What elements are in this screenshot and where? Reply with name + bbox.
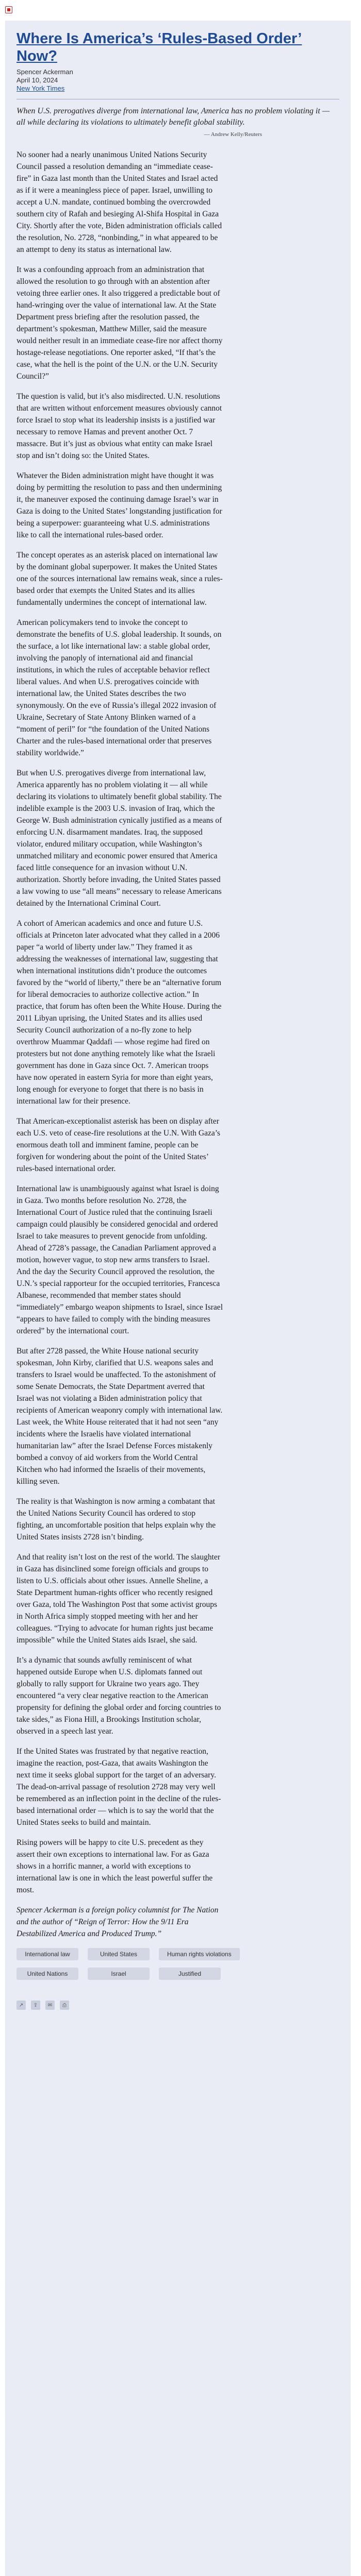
author-name: Spencer Ackerman (17, 68, 73, 76)
publication-link[interactable]: New York Times (17, 84, 65, 92)
share-icon[interactable]: ⇪ (31, 2001, 40, 2010)
body-paragraph: Whatever the Biden administration might have thought it was doing by permitting the resolution to pass and then undermining it, the maneuver exposed the continuing damage Israel’s war in Gaza is doing to the United States’ longstanding justification for being a superpower: guaranteeing what U.S. administrations like to call the international rules-based order. (17, 471, 222, 539)
photo-credit: — Andrew Kelly/Reuters (204, 131, 262, 138)
tag-pill[interactable]: International law (17, 1948, 78, 1960)
body-paragraph: But when U.S. prerogatives diverge from international law, America apparently has no problem violating it — all while declaring its violations to ultimately benefit global stability. The indelible example is the 2003 U.S. invasion of Iraq, which the George W. Bush administration cynically justified as a means of enforcing U.N. disarmament mandates. Iraq, the supposed violator, endured military occupation, while Washington’s unmatched military and economic power ensured that America faced little consequence for an invasion without U.N. authorization. Shortly before invading, the United States passed a law vowing to use “all means” necessary to release Americans detained by the International Criminal Court. (17, 769, 222, 908)
body-paragraph: The reality is that Washington is now arming a combatant that the United Nations Security Council has ordered to stop fighting, an uncomfortable position that helps explain why the United States insists 2728 isn’t binding. (17, 1497, 216, 1541)
tag-pill[interactable]: United Nations (17, 1968, 78, 1980)
body-paragraph: And that reality isn’t lost on the rest of the world. The slaughter in Gaza has disinclined some foreign officials and groups to listen to U.S. officials about other issues. Annelle Sheline, a State Department human-rights officer who recently resigned over Gaza, told The Washington Post that some activist groups in North Africa simply stopped meeting with her and her colleagues. “Trying to advocate for human rights just became impossible” while the United States aids Israel, she said. (17, 1553, 221, 1645)
body-paragraph: It’s a dynamic that sounds awfully reminiscent of what happened outside Europe when U.S. diplomats fanned out globally to rally support for Ukraine two years ago. They encountered “a very clear negative reaction to the American propensity for defining the global order and forcing countries to take sides,” as Fiona Hill, a Brookings Institution scholar, observed in a speech last year. (17, 1656, 221, 1736)
body-paragraph: American policymakers tend to invoke the concept to demonstrate the benefits of U.S. global leadership. It sounds, on the surface, a lot like international law: a stable global order, involving the panoply of international aid and financial institutions, in which the rules of acceptable behavior reflect liberal values. And when U.S. prerogatives coincide with international law, the United States describes the two synonymously. On the eve of Russia’s illegal 2022 invasion of Ukraine, Secretary of State Antony Blinken warned of a “moment of peril” for “the foundation of the United Nations Charter and the rules-based international order that preserves stability worldwide.” (17, 618, 222, 757)
article-deck: When U.S. prerogatives diverge from international law, America has no problem violating it — all while declaring its violations to ultimately benefit global stability. (17, 107, 330, 127)
body-paragraph: It was a confounding approach from an administration that allowed the resolution to go through with an abstention after vetoing three earlier ones. It also triggered a predictable bout of hand-wringing over the value of international law. At the State Department press briefing after the resolution passed, the department’s spokesman, Matthew Miller, said the measure would neither result in an immediate cease-fire nor affect thorny hostage-release negotiations. One reporter asked, “If that’s the case, what the hell is the point of the U.N. or the U.N. Security Council?” (17, 265, 223, 381)
brand-icon (5, 6, 12, 13)
publish-date: April 10, 2024 (17, 76, 58, 84)
body-paragraph: No sooner had a nearly unanimous United Nations Security Council passed a resolution demanding an “immediate cease-fire” in Gaza last month than the United States and Israel acted as if it were a meaningless piece of paper. Israel, unwilling to accept a U.N. mandate, continued bombing the overcrowded southern city of Rafah and besieging Al-Shifa Hospital in Gaza City. Shortly after the vote, Biden administration officials called the resolution, No. 2728, “nonbinding,” in what appeared to be an attempt to deny its status as international law. (17, 150, 222, 254)
body-paragraph: The question is valid, but it’s also misdirected. U.N. resolutions that are written without enforcement measures obviously cannot force Israel to stop what its leadership insists is a justified war necessary to remove Hamas and prevent another Oct. 7 massacre. But it’s just as obvious what entity can make Israel stop and isn’t doing so: the United States. (17, 392, 222, 460)
body-paragraph: If the United States was frustrated by that negative reaction, imagine the reaction, post-Gaza, that awaits Washington the next time it seeks global support for the target of an adversary. The dead-on-arrival passage of resolution 2728 may very well be remembered as an inflection point in the decline of the rules-based international order — which is to say the world that the United States seeks to build and maintain. (17, 1747, 221, 1827)
print-icon[interactable]: ⎙ (60, 2001, 69, 2010)
body-paragraph: A cohort of American academics and once and future U.S. officials at Princeton later advocated what they called in a 2006 paper “a world of liberty under law.” They framed it as addressing the weaknesses of international law, suggesting that when international institutions didn’t produce the outcomes favored by the “world of liberty,” there be an “alternative forum for liberal democracies to authorize collective action.” In practice, that forum has often been the White House. During the 2011 Libyan uprising, the United States and its allies used Security Council authorization of a no-fly zone to help overthrow Muammar Qaddafi — whose regime had fired on protesters but not done anything remotely like what the Israeli government has done in Gaza since Oct. 7. American troops have now operated in eastern Syria for more than eight years, long enough for everyone to forget that there is no basis in international law for their presence. (17, 919, 222, 1106)
tag-pill[interactable]: Human rights violations (159, 1948, 240, 1960)
body-paragraph: But after 2728 passed, the White House national security spokesman, John Kirby, clarified that U.S. weapons sales and transfers to Israel would be unaffected. To the astonishment of some Senate Democrats, the State Department averred that Israel was not violating a Biden administration policy that recipients of American weaponry comply with international law. Last week, the White House reiterated that it had not seen “any incidents where the Israelis have violated international humanitarian law” after the Israel Defense Forces mistakenly bombed a convoy of aid workers from the World Central Kitchen who had informed the Israelis of their movements, killing seven. (17, 1347, 223, 1486)
body-paragraph: Rising powers will be happy to cite U.S. precedent as they assert their own exceptions to international law. For as Gaza shows in a horrific manner, a world with exceptions to international law is one in which the least powerful suffer the most. (17, 1838, 213, 1894)
article-body (17, 149, 223, 1896)
article-title[interactable]: Where Is America’s ‘Rules-Based Order’ Now? (17, 30, 302, 64)
bio-text: Spencer Ackerman is a foreign policy columnist for The Nation and the author of “Reign of Terror: How the 9/11 Era Destabilized America and Produced Trump.” (17, 1906, 219, 1938)
email-icon[interactable]: ✉ (45, 2001, 55, 2010)
external-link-icon[interactable]: ↗ (17, 2001, 26, 2010)
body-paragraph: International law is unambiguously against what Israel is doing in Gaza. Two months before resolution No. 2728, the International Court of Justice ruled that the continuing Israeli campaign could plausibly be considered genocidal and ordered Israel to take measures to prevent genocide from unfolding. Ahead of 2728’s passage, the Canadian Parliament approved a motion, however vague, to stop new arms transfers to Israel. And the day the Security Council approved the resolution, the U.N.’s special rapporteur for the occupied territories, Francesca Albanese, recommended that member states should “immediately” embargo weapon shipments to Israel, since Israel “appears to have failed to comply with the binding measures ordered” by the international court. (17, 1184, 223, 1335)
article-card (5, 21, 351, 2576)
body-paragraph: That American-exceptionalist asterisk has been on display after each U.S. veto of cease-fire resolutions at the U.N. With Gaza’s enormous death toll and imminent famine, people can be forgiven for wondering about the point of the United States’ rules-based international order. (17, 1117, 221, 1173)
article-meta (17, 68, 339, 93)
tag-list (17, 1948, 285, 1980)
tag-pill[interactable]: United States (88, 1948, 150, 1960)
share-bar (17, 2001, 339, 2010)
author-bio (17, 1904, 223, 1940)
tag-pill[interactable]: Israel (88, 1968, 150, 1980)
tag-pill[interactable]: Justified (159, 1968, 221, 1980)
body-paragraph: The concept operates as an asterisk placed on international law by the dominant global superpower. It makes the United States one of the sources international law remains weak, since a rules-based order that exempts the United States and its allies fundamentally undermines the concept of international law. (17, 551, 223, 607)
